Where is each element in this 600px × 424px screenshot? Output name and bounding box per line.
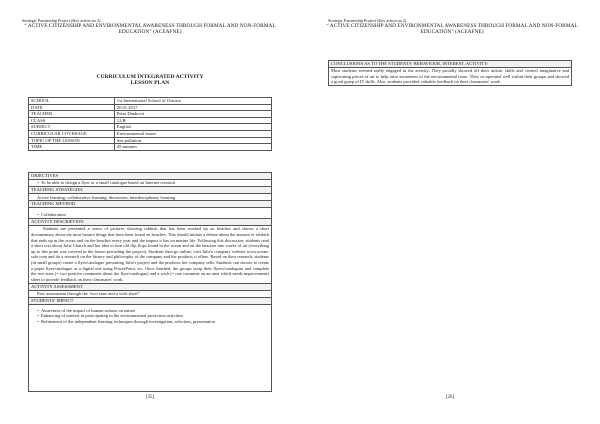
lesson-details-box (28, 172, 272, 392)
objectives-item: • To be able to design a flyer or a small catalogue based on Internet research (29, 180, 271, 187)
info-row (29, 111, 272, 118)
info-label: CLASS (29, 117, 115, 124)
impact-list (29, 305, 271, 325)
info-row (29, 144, 272, 151)
info-value: Environmental issues (114, 130, 271, 137)
info-label: TEACHER (29, 111, 115, 118)
strategies-text: Active learning, collaborative learning, discussion, interdisciplinary learning (29, 194, 271, 201)
bullet-icon: • (37, 307, 39, 313)
info-label: TOPIC OF THE LESSON (29, 137, 115, 144)
project-header-small: Strategic Partnership Project (Key action no 2) (328, 18, 407, 23)
info-label: SUBJECT (29, 124, 115, 131)
description-text: Students are presented a series of pictures showing rubbish that has been washed up on beaches and shown a short documentary about the most bizarre things that have been found on beaches. This should initiate a debate about the amount of rubbish that ends up in the ocean and on the beaches every year and the impact it has on marine life. Following this discussion, students read a short text about Julie Church and her idea to turn old flip flops found in the ocean and on the beaches into works of art (everything up to this point was covered in the lesson preceding the project). Students then go online, visit Julie's company website www.ocean-sole.com and do a research on the history and philosophy of the company and the products it offers. Based on their research, students (in small groups) create a flyer/catalogue presenting Julie's project and the products her company sells. Students can choose to create a paper flyer/catalogue or a digital one using PowerPoint, etc. Once finished, the groups swap their flyers/catalogues and complete the two stars (= two positive comments about the flyer/catalogue) and a wish (= one comment on an area which needs improvement) sheet to provide feedback on their classmates' work. (29, 226, 271, 284)
conclusions-box (328, 60, 572, 86)
info-value: English (114, 124, 271, 131)
info-value: Petra Danková (114, 111, 271, 118)
impact-header: STUDENTS' IMPACT (29, 298, 271, 305)
info-value: 45 minutes (114, 144, 271, 151)
right-page (300, 0, 600, 424)
info-row (29, 104, 272, 111)
info-row (29, 117, 272, 124)
info-label: CURRICULAR COVERAGE (29, 130, 115, 137)
method-item: • Collaboration (29, 208, 271, 219)
project-header-title: “ ACTIVE CITIZENSHIP AND ENVIRONMENTAL AWARENESS THROUGH FORMAL AND NON-FORMAL EDUCATION” (ACEAFNE) (326, 23, 578, 36)
info-value: 20.01.2017 (114, 104, 271, 111)
impact-item: • Enhancing of interest in participating in the environmental protection activities (31, 313, 269, 319)
impact-item: • Awareness of the impact of human actions on nature (31, 308, 269, 314)
info-label: DATE (29, 104, 115, 111)
info-row (29, 124, 272, 131)
lesson-info-table (28, 97, 272, 151)
method-header: TEACHING METHOD (29, 201, 271, 208)
document-subtitle: LESSON PLAN (130, 80, 170, 86)
info-row (29, 137, 272, 144)
info-row (29, 130, 272, 137)
project-header-title: “ ACTIVE CITIZENSHIP AND ENVIRONMENTAL AWARENESS THROUGH FORMAL AND NON-FORMAL EDUCATION” (ACEAFNE) (24, 23, 276, 36)
bullet-icon: • (37, 313, 39, 319)
conclusions-text: Most students seemed really engaged in the activity. They proudly showed off their artistic skills and created imaginative and captivating pieces of art to help raise awareness of the environmental issue. They co-operated well within their groups and showed a good grasp of IT skills. Also, students provided valuable feedback on their classmates' work. (331, 68, 569, 85)
page-number: [26] (446, 395, 454, 400)
conclusions-header: CONCLUSIONS AS TO THE STUDENTS' BEHAVIOUR, INTEREST, ACTIVITY: (329, 61, 571, 68)
strategies-header: TEACHING STRATEGIES (29, 187, 271, 194)
bullet-icon: • (37, 319, 39, 325)
impact-item: • Refinement of the independent learning techniques through investigation, selection, presentation (31, 319, 269, 325)
description-header: ACTIVITY DESCRIPTION (29, 219, 271, 226)
info-value: 12.B (114, 117, 271, 124)
info-value: Sea pollution (114, 137, 271, 144)
info-row (29, 98, 272, 105)
page-number: [25] (146, 395, 154, 400)
document-title: CURRICULUM INTEGRATED ACTIVITY (96, 74, 204, 80)
info-label: SCHOOL (29, 98, 115, 105)
assessment-header: ACTIVITY ASSESSMENT (29, 284, 271, 291)
info-value: 1st International School of Ostrava (114, 98, 271, 105)
project-header-small: Strategic Partnership Project (Key action no 2) (22, 18, 101, 23)
objectives-header: OBJECTIVES (29, 173, 271, 180)
assessment-text: Peer assessment through the “two stars and a wish sheet” (29, 291, 271, 298)
info-label: TIME (29, 144, 115, 151)
